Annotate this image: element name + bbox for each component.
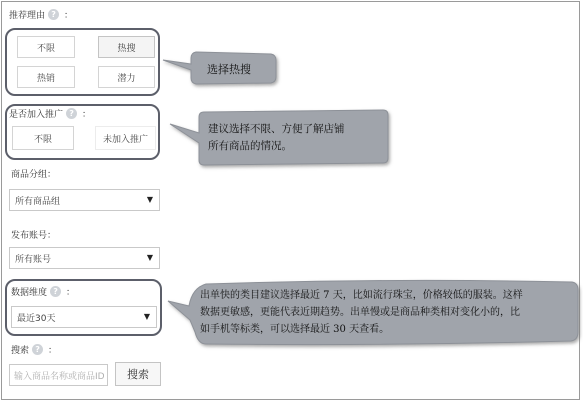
callout-1-text: 选择热搜 — [207, 63, 251, 76]
question-circle-icon[interactable]: ? — [66, 108, 77, 119]
account-select[interactable] — [9, 247, 160, 269]
product-group-select[interactable] — [9, 189, 160, 211]
product-group-value: 所有商品组 — [15, 196, 61, 207]
recommend-reason-label — [9, 8, 73, 21]
search-input[interactable] — [9, 364, 108, 386]
data-range-group — [5, 279, 162, 336]
account-value: 所有账号 — [15, 254, 52, 265]
recommend-option-unlimited[interactable]: 不限 — [17, 36, 75, 58]
account-label: 发布账号： — [11, 231, 57, 241]
label-colon: ： — [82, 110, 92, 120]
chevron-down-icon: ▼ — [143, 312, 150, 321]
chevron-down-icon: ▼ — [146, 195, 153, 204]
product-group-label: 商品分组： — [11, 170, 57, 180]
promoted-group — [5, 104, 160, 160]
search-label-text: 搜索 — [11, 346, 30, 356]
recommend-reason-label-text: 推荐理由 — [9, 11, 46, 21]
promoted-option-not-promoted[interactable]: 未加入推广 — [95, 126, 156, 150]
data-range-label — [11, 285, 75, 298]
question-circle-icon[interactable]: ? — [32, 344, 43, 355]
search-placeholder: 输入商品名称或商品ID — [14, 371, 105, 382]
recommend-option-hot-sale[interactable]: 热销 — [17, 66, 75, 88]
question-circle-icon[interactable]: ? — [50, 286, 61, 297]
recommend-reason-group — [5, 28, 160, 96]
data-range-value: 最近30天 — [17, 313, 56, 324]
promoted-label — [9, 107, 91, 120]
callout-2-line: 所有商品的情况。 — [208, 140, 292, 152]
callout-3-text — [200, 287, 576, 338]
callout-2-line: 建议选择不限、方便了解店铺 — [208, 123, 345, 135]
data-range-select[interactable] — [11, 306, 157, 328]
chevron-down-icon: ▼ — [146, 253, 153, 262]
label-colon: ： — [64, 11, 74, 21]
callout-2-text — [208, 121, 386, 155]
callout-3-line: 数据更敏感，更能代表近期趋势。出单慢或是商品种类相对变化小的，比 — [200, 307, 520, 318]
search-label — [11, 343, 57, 356]
search-button[interactable]: 搜索 — [115, 362, 161, 386]
label-colon: ： — [66, 288, 76, 298]
data-range-label-text: 数据维度 — [11, 288, 48, 298]
promoted-option-unlimited[interactable]: 不限 — [12, 126, 74, 150]
callout-3-line: 如手机等标类，可以选择最近 30 天查看。 — [200, 324, 390, 335]
recommend-option-hot-search[interactable]: 热搜 — [98, 36, 155, 58]
promoted-label-text: 是否加入推广 — [9, 110, 64, 120]
callout-3-line: 出单快的类目建议选择最近 7 天，比如流行珠宝，价格较低的服装。这样 — [200, 290, 523, 301]
label-colon: ： — [48, 346, 58, 356]
question-circle-icon[interactable]: ? — [48, 9, 59, 20]
recommend-option-potential[interactable]: 潜力 — [98, 66, 155, 88]
